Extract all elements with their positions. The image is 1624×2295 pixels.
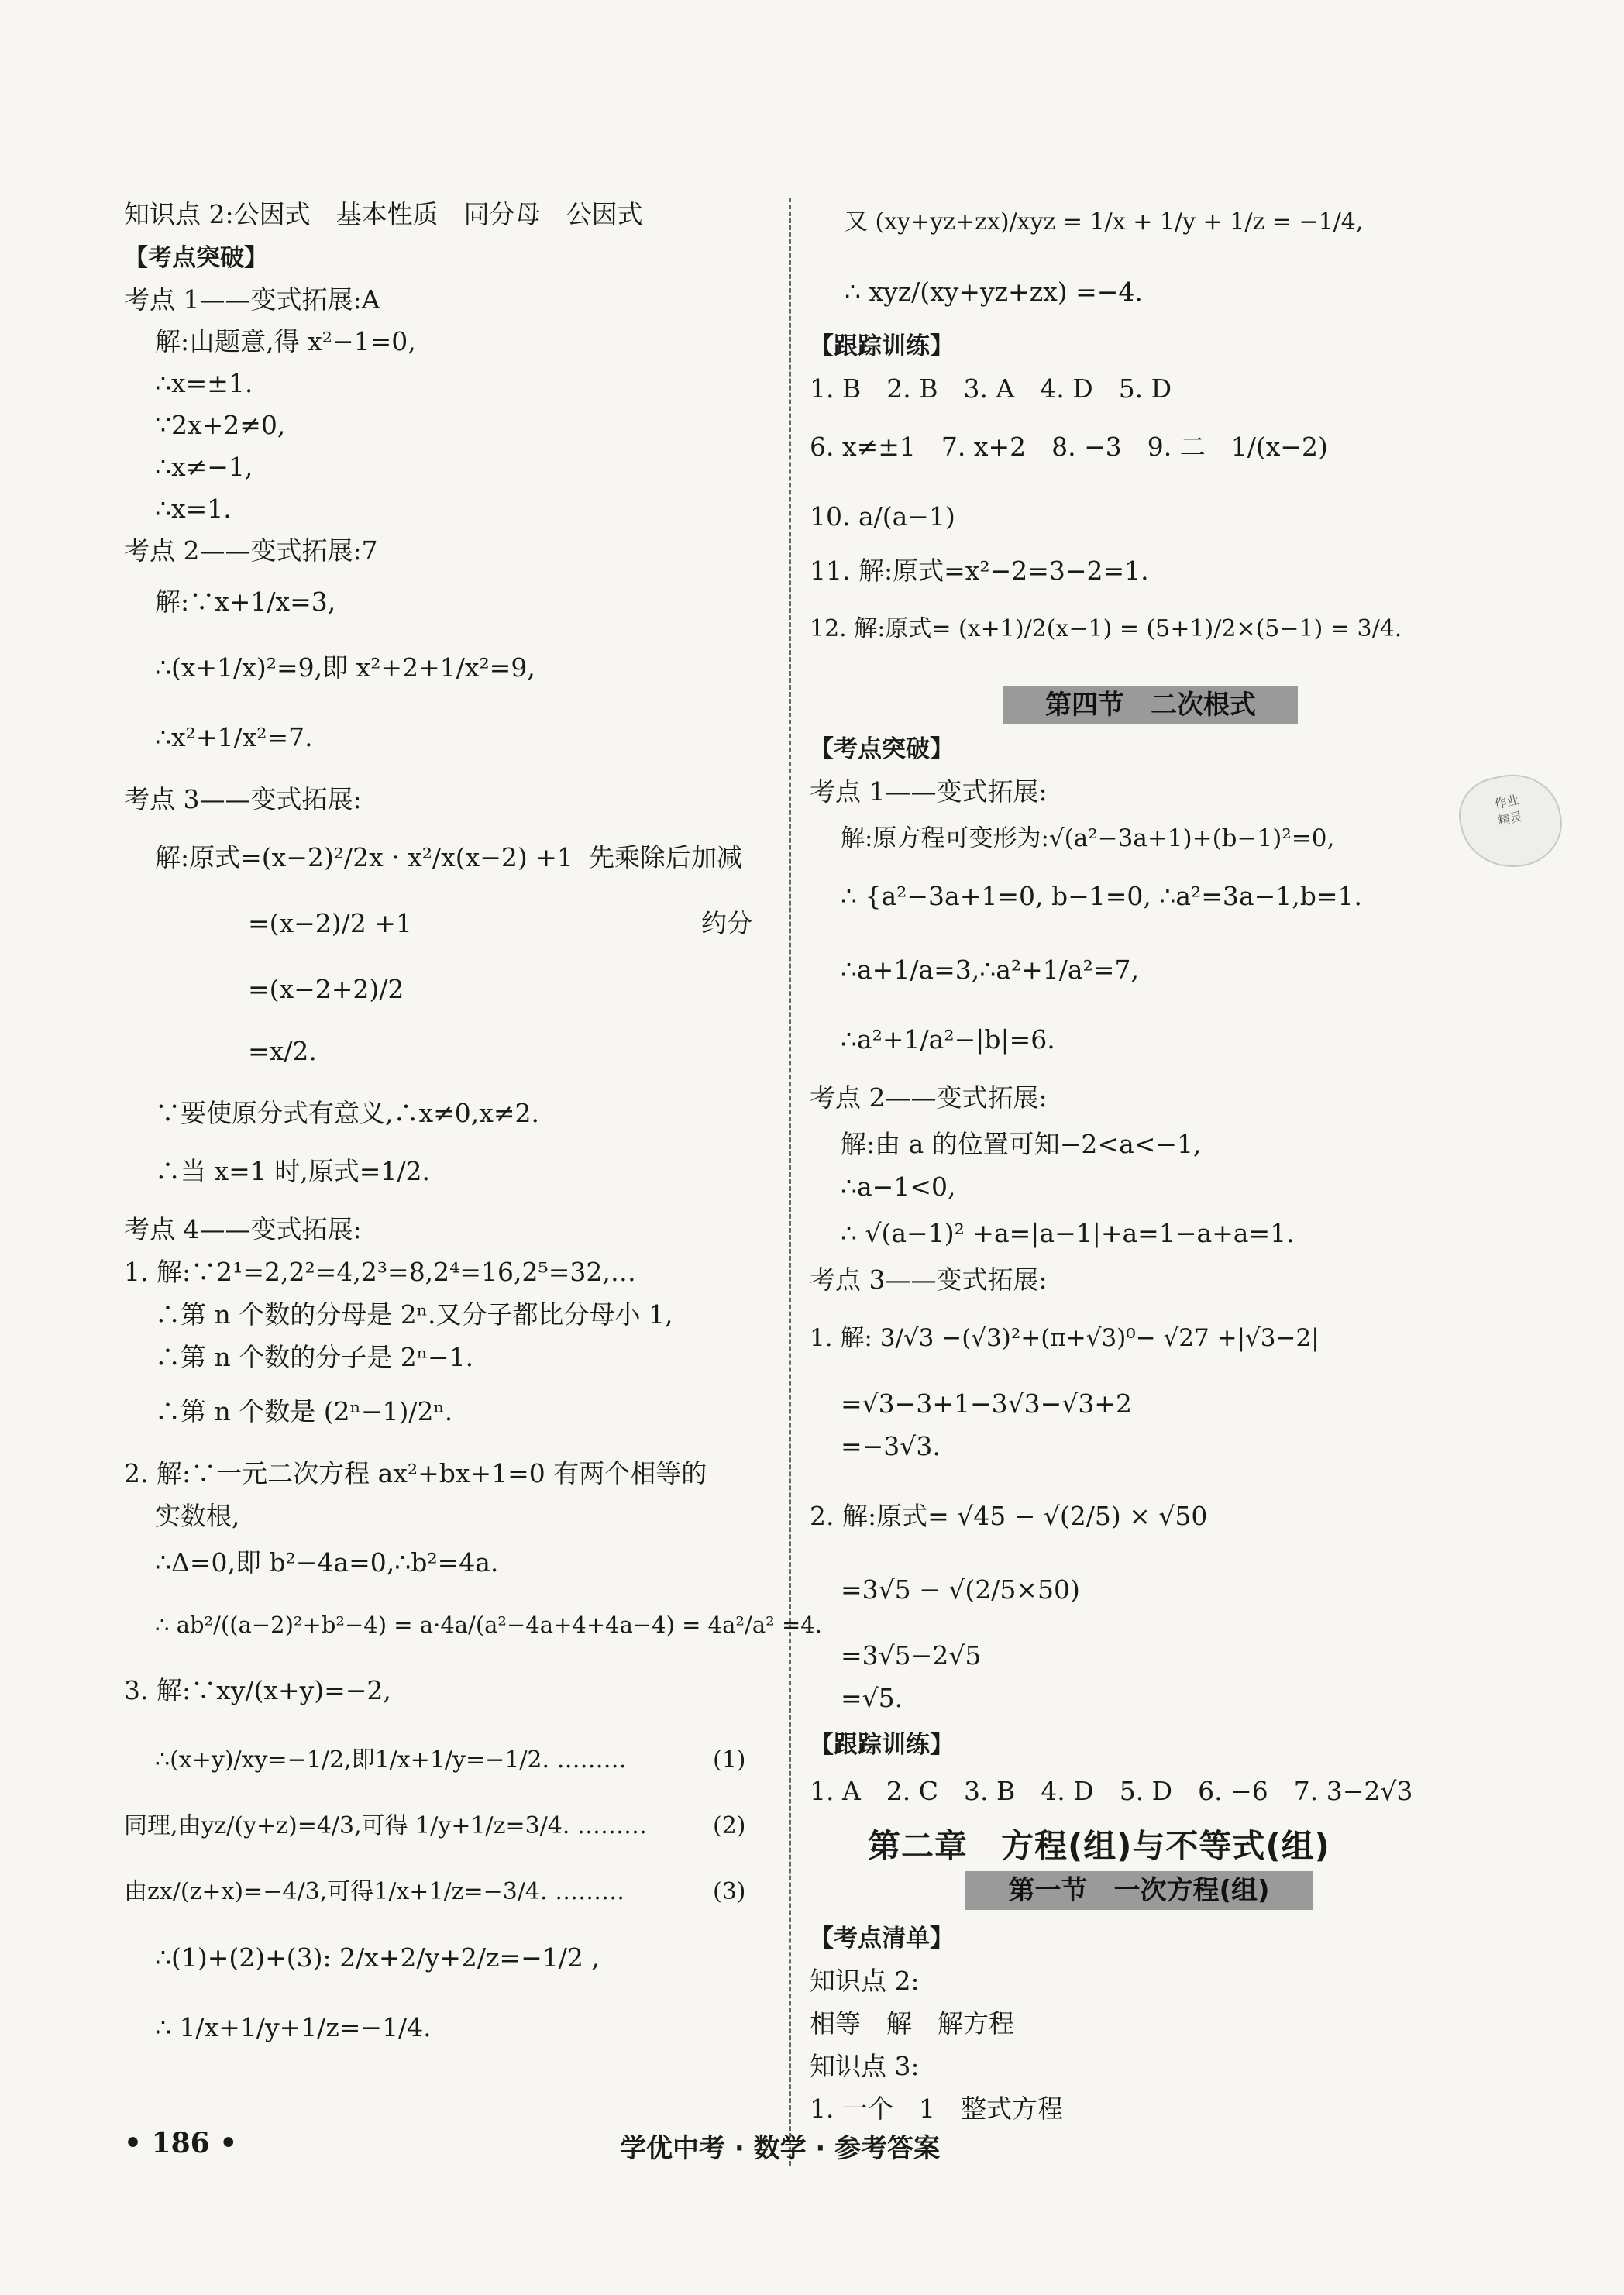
solution-line: ∴a−1<0,	[841, 1172, 956, 1202]
answer-line: 12. 解:原式= (x+1)/2(x−1) = (5+1)/2×(5−1) = 3/4.	[810, 615, 1402, 642]
solution-line: ∴第 n 个数的分子是 2ⁿ−1.	[155, 1342, 474, 1372]
equation-number: (3)	[713, 1878, 746, 1905]
solution-line: ∵2x+2≠0,	[155, 410, 286, 440]
solution-line: 2. 解:∵一元二次方程 ax²+bx+1=0 有两个相等的	[124, 1458, 707, 1488]
solution-line: =(x−2)/2 +1	[248, 908, 412, 938]
answer-line: 11. 解:原式=x²−2=3−2=1.	[810, 556, 1149, 586]
margin-note: 约分	[701, 908, 752, 938]
watermark-stamp	[1452, 766, 1570, 877]
exam-point-3-title: 考点 3——变式拓展:	[124, 784, 362, 814]
solution-line: ∴(x+y)/xy=−1/2,即1/x+1/y=−1/2. ………	[155, 1746, 627, 1774]
solution-line: ∴ xyz/(xy+yz+zx) =−4.	[845, 277, 1143, 307]
solution-line: 解:原方程可变形为:√(a²−3a+1)+(b−1)²=0,	[841, 824, 1335, 852]
chapter-title: 第二章 方程(组)与不等式(组)	[868, 1827, 1330, 1865]
stamp-text: 作业	[1493, 792, 1521, 812]
exam-point-2-title: 考点 2——变式拓展:7	[124, 535, 378, 566]
solution-line: =3√5−2√5	[841, 1640, 982, 1670]
solution-line: ∴ 1/x+1/y+1/z=−1/4.	[155, 2012, 432, 2042]
solution-line: =√3−3+1−3√3−√3+2	[841, 1388, 1132, 1419]
solution-line: ∴x²+1/x²=7.	[155, 722, 313, 752]
knowledge-point-answer: 1. 一个 1 整式方程	[810, 2094, 1063, 2124]
book-title: 学优中考 · 数学 · 参考答案	[620, 2133, 941, 2164]
solution-line: =−3√3.	[841, 1431, 941, 1461]
knowledge-point-3: 知识点 3:	[810, 2051, 920, 2081]
exam-point-1-title: 考点 1——变式拓展:A	[124, 284, 380, 315]
exam-point-2-title: 考点 2——变式拓展:	[810, 1082, 1048, 1113]
knowledge-point-2: 知识点 2:公因式 基本性质 同分母 公因式	[124, 199, 643, 229]
solution-line: 同理,由yz/(y+z)=4/3,可得 1/y+1/z=3/4. ………	[124, 1812, 647, 1839]
answer-line: 1. A 2. C 3. B 4. D 5. D 6. −6 7. 3−2√3	[810, 1776, 1413, 1806]
exam-point-3-title: 考点 3——变式拓展:	[810, 1264, 1048, 1295]
solution-line: 1. 解:∵2¹=2,2²=4,2³=8,2⁴=16,2⁵=32,…	[124, 1257, 636, 1287]
solution-line: ∴(x+1/x)²=9,即 x²+2+1/x²=9,	[155, 652, 535, 683]
equation-number: (1)	[713, 1746, 746, 1774]
exam-point-1-title: 考点 1——变式拓展:	[810, 776, 1048, 807]
solution-line: ∵要使原分式有意义,∴x≠0,x≠2.	[155, 1098, 539, 1128]
solution-line: ∴x=±1.	[155, 368, 253, 398]
solution-line: ∴ ab²/((a−2)²+b²−4) = a·4a/(a²−4a+4+4a−4) = 4a²/a² =4.	[155, 1612, 822, 1638]
solution-line: 3. 解:∵xy/(x+y)=−2,	[124, 1675, 391, 1705]
solution-line: =3√5 − √(2/5×50)	[841, 1574, 1080, 1605]
solution-line: ∴a²+1/a²−|b|=6.	[841, 1024, 1055, 1055]
solution-line: ∴第 n 个数的分母是 2ⁿ.又分子都比分母小 1,	[155, 1299, 673, 1330]
solution-line: 实数根,	[155, 1501, 240, 1531]
solution-line: =x/2.	[248, 1036, 317, 1066]
solution-line: 又 (xy+yz+zx)/xyz = 1/x + 1/y + 1/z = −1/4,	[845, 208, 1364, 236]
solution-line: =√5.	[841, 1683, 903, 1713]
solution-line: ∴当 x=1 时,原式=1/2.	[155, 1156, 430, 1186]
solution-line: ∴x=1.	[155, 494, 232, 524]
section-banner-radicals: 第四节 二次根式	[1003, 686, 1298, 724]
solution-line: ∴ {a²−3a+1=0, b−1=0, ∴a²=3a−1,b=1.	[841, 881, 1362, 911]
solution-line: 解:由题意,得 x²−1=0,	[155, 326, 416, 356]
solution-line: 由zx/(z+x)=−4/3,可得1/x+1/z=−3/4. ………	[124, 1878, 625, 1905]
solution-line: ∴第 n 个数是 (2ⁿ−1)/2ⁿ.	[155, 1396, 453, 1426]
solution-line: ∴x≠−1,	[155, 452, 253, 482]
solution-line: 2. 解:原式= √45 − √(2/5) × √50	[810, 1501, 1208, 1531]
solution-line: ∴a+1/a=3,∴a²+1/a²=7,	[841, 955, 1139, 985]
solution-line: ∴(1)+(2)+(3): 2/x+2/y+2/z=−1/2 ,	[155, 1942, 600, 1973]
knowledge-point-2: 知识点 2:	[810, 1966, 920, 1996]
margin-note: 先乘除后加减	[589, 842, 742, 872]
answer-line: 1. B 2. B 3. A 4. D 5. D	[810, 373, 1172, 404]
knowledge-point-answer: 相等 解 解方程	[810, 2008, 1014, 2039]
equation-number: (2)	[713, 1812, 746, 1839]
answer-line: 6. x≠±1 7. x+2 8. −3 9. 二 1/(x−2)	[810, 432, 1328, 462]
section-heading-breakthrough: 【考点突破】	[810, 735, 954, 763]
solution-line: 1. 解: 3/√3 −(√3)²+(π+√3)⁰− √27 +|√3−2|	[810, 1324, 1320, 1352]
stamp-text: 精灵	[1496, 808, 1524, 829]
answer-line: 10. a/(a−1)	[810, 501, 955, 532]
page-number: • 186 •	[124, 2127, 238, 2159]
solution-line: 解:由 a 的位置可知−2<a<−1,	[841, 1129, 1202, 1159]
solution-line: =(x−2+2)/2	[248, 974, 404, 1004]
exam-point-4-title: 考点 4——变式拓展:	[124, 1214, 362, 1244]
section-heading-tracking-practice: 【跟踪训练】	[810, 1731, 954, 1759]
solution-line: 解:∵x+1/x=3,	[155, 587, 336, 617]
column-divider	[789, 198, 791, 2166]
solution-line: 解:原式=(x−2)²/2x · x²/x(x−2) +1	[155, 842, 573, 872]
section-heading-tracking-practice: 【跟踪训练】	[810, 332, 954, 360]
section-banner-linear-equations: 第一节 一次方程(组)	[965, 1871, 1313, 1910]
section-heading-checklist: 【考点清单】	[810, 1925, 954, 1953]
solution-line: ∴ √(a−1)² +a=|a−1|+a=1−a+a=1.	[841, 1218, 1295, 1248]
section-heading-breakthrough: 【考点突破】	[124, 244, 268, 272]
solution-line: ∴Δ=0,即 b²−4a=0,∴b²=4a.	[155, 1547, 499, 1578]
